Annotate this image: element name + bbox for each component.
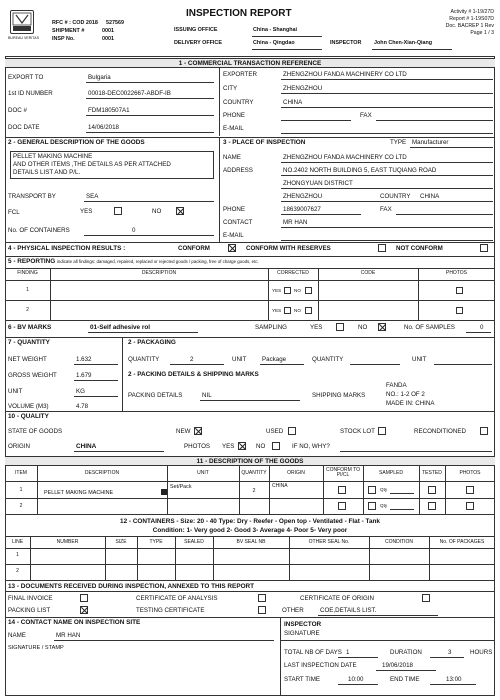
reconditioned-checkbox[interactable] [480, 427, 488, 435]
s12-row-2-line: 2 [16, 568, 19, 574]
s11-col-photos: PHOTOS [459, 470, 481, 476]
inspector-signature-area[interactable] [282, 641, 492, 649]
s5-col-description: DESCRIPTION [141, 270, 177, 276]
quality-photos-label: PHOTOS [184, 443, 211, 450]
sampling-label: SAMPLING [255, 324, 287, 331]
s14-header: 14 - CONTACT NAME ON INSPECTION SITE [8, 619, 141, 626]
place-address-line-2: ZHONGYUAN DISTRICT [283, 180, 353, 187]
s11-row-2-conform-checkbox[interactable] [338, 502, 346, 510]
doc-date-value: 14/06/2018 [88, 124, 119, 131]
s11-row-1-sampled-checkbox[interactable] [368, 486, 376, 494]
quality-photos-yes-checkbox[interactable] [238, 442, 246, 450]
s5-row-2-no-checkbox[interactable] [305, 307, 312, 314]
total-days-value: 1 [346, 649, 350, 656]
site-contact-name-value: MR HAN [56, 632, 81, 639]
other-docs-label: OTHER [282, 607, 304, 614]
stock-lot-label: STOCK LOT [340, 428, 375, 435]
s11-col-description: DESCRIPTION [84, 470, 120, 476]
packing-list-label: PACKING LIST [8, 607, 51, 614]
export-to-label: EXPORT TO [8, 74, 44, 81]
goods-line-1: PELLET MAKING MACHINE [13, 153, 93, 160]
s11-row-1-qty-label: Qty [380, 487, 388, 492]
s7-header: 7 - QUANTITY [8, 339, 50, 346]
place-phone-label: PHONE [223, 206, 246, 213]
sampling-yes-checkbox[interactable] [336, 323, 344, 331]
state-goods-label: STATE OF GOODS [8, 428, 63, 435]
pkg-quantity-value: 2 [190, 356, 194, 363]
s13-header: 13 - DOCUMENTS RECEIVED DURING INSPECTION, ANNEXED TO THIS REPORT [8, 583, 255, 590]
testing-cert-checkbox[interactable] [258, 606, 266, 614]
s11-row-1-description: PELLET MAKING MACHINE [44, 490, 114, 496]
pkg-unit-label: UNIT [232, 356, 247, 363]
exporter-phone-label: PHONE [223, 112, 246, 119]
page-number: Page 1 / 3 [470, 30, 494, 36]
report-title: INSPECTION REPORT [186, 8, 292, 19]
s5-header: 5 - REPORTING [8, 258, 56, 265]
s10-header: 10 - QUALITY [8, 413, 49, 420]
other-docs-value: COE,DETAILS LIST. [320, 607, 377, 614]
fcl-yes-checkbox[interactable] [114, 207, 122, 215]
s5-subtitle: indicate all findings: damaged, repaired, replaced or rejected goods / packing, free of charge goods, etc. [56, 259, 259, 264]
samples-value: 0 [480, 324, 484, 331]
s12-col-bv-seal: BV SEAL NB [236, 539, 266, 545]
last-inspection-date-value: 19/06/2018 [382, 662, 413, 669]
quality-photos-no-label: NO [256, 443, 266, 450]
last-inspection-date-label: LAST INSPECTION DATE [284, 662, 357, 669]
new-label: NEW [176, 428, 191, 435]
volume-value: 4.78 [76, 403, 89, 410]
exporter-country-label: COUNTRY [223, 99, 254, 106]
not-conform-checkbox[interactable] [480, 244, 488, 252]
s2-header: 2 - GENERAL DESCRIPTION OF THE GOODS [8, 139, 145, 146]
place-fax-label: FAX [380, 206, 392, 213]
cert-origin-checkbox[interactable] [422, 594, 430, 602]
samples-label: No. OF SAMPLES [404, 324, 455, 331]
exporter-city-value: ZHENGZHOU [283, 85, 323, 92]
s5-row-2-photo-checkbox[interactable] [456, 307, 463, 314]
duration-label: DURATION [390, 649, 422, 656]
insp-label: INSP No. [52, 36, 75, 42]
transport-value: SEA [86, 193, 99, 200]
logo-emblem-icon [11, 11, 33, 33]
duration-hours-label: HOURS [470, 649, 493, 656]
s12-col-type: TYPE [149, 539, 163, 545]
cert-analysis-label: CERTIFICATE OF ANALYSIS [136, 595, 218, 602]
pkg-unit-value: Package [262, 356, 287, 363]
packing-details-value: NIL [202, 392, 212, 399]
gross-weight-value: 1.679 [76, 372, 92, 379]
exporter-value: ZHENGZHOU FANDA MACHINERY CO LTD [283, 71, 407, 78]
inspector-signature-label: SIGNATURE [284, 630, 320, 637]
s11-row-1-conform-checkbox[interactable] [338, 486, 346, 494]
packing-list-checkbox[interactable] [80, 606, 88, 614]
pkg-unit2-label: UNIT [412, 356, 427, 363]
doc-value: FDM180507A1 [88, 107, 130, 114]
s5-row-2-yes: YES [272, 308, 282, 313]
s5-row-2-num: 2 [26, 307, 29, 313]
reconditioned-label: RECONDITIONED [414, 428, 466, 435]
s12-col-other-seal: OTHER SEAL No. [308, 539, 350, 545]
s11-row-1-unit: Set/Pack [170, 484, 192, 490]
place-type-label: TYPE [390, 139, 407, 146]
s5-col-photos: PHOTOS [445, 270, 468, 276]
s12-col-packages: No. OF PACKAGES [439, 539, 485, 545]
start-time-label: START TIME [284, 676, 320, 683]
s11-col-unit: UNIT [197, 470, 209, 476]
bureau-veritas-logo [10, 10, 34, 34]
place-country-value: CHINA [420, 193, 440, 200]
s11-row-1-item: 1 [19, 487, 23, 493]
s5-row-1-num: 1 [26, 287, 29, 293]
report-no: Report # 1-19S07D [449, 16, 494, 22]
delivery-office-label: DELIVERY OFFICE [174, 40, 222, 46]
goods-line-3: DETAILS LIST AND P/L. [13, 169, 81, 176]
s11-row-1-quantity: 2 [252, 488, 256, 494]
doc-label: DOC # [8, 107, 27, 114]
shipping-marks-label: SHIPPING MARKS [312, 392, 366, 399]
activity-no: Activity # 1-19/27D [450, 9, 494, 15]
s5-col-corrected: CORRECTED [277, 270, 309, 276]
transport-label: TRANSPORT BY [8, 193, 56, 200]
packing-details-header: 2 - PACKING DETAILS & SHIPPING MARKS [128, 371, 259, 378]
exporter-fax-label: FAX [360, 112, 372, 119]
conform-reserves-label: CONFORM WITH RESERVES [246, 245, 331, 252]
origin-value: CHINA [76, 443, 97, 450]
s5-header-row [8, 258, 259, 266]
id-number-label: 1st ID NUMBER [8, 90, 53, 97]
final-invoice-label: FINAL INVOICE [8, 595, 53, 602]
place-address-label: ADDRESS [223, 167, 253, 174]
duration-value: 3 [448, 649, 452, 656]
s11-header: 11 - DESCRIPTION OF THE GOODS [5, 456, 495, 466]
containers-value: 0 [132, 227, 136, 234]
exporter-city-label: CITY [223, 85, 238, 92]
total-days-label: TOTAL NB OF DAYS [284, 649, 342, 656]
conform-reserves-checkbox[interactable] [378, 244, 386, 252]
doc-date-label: DOC DATE [8, 124, 40, 131]
place-name-value: ZHENGZHOU FANDA MACHINERY CO LTD [283, 154, 407, 161]
s3-header: 3 - PLACE OF INSPECTION [223, 139, 306, 146]
pkg-quantity2-label: QUANTITY [312, 356, 344, 363]
s11-row-2-tested-checkbox[interactable] [428, 502, 436, 510]
fcl-label: FCL [8, 209, 20, 216]
place-type-value: Manufacturer [412, 139, 449, 146]
exporter-email-label: E-MAIL [223, 125, 244, 132]
delivery-office-value: China - Qingdao [253, 40, 295, 46]
s5-row-1-yes: YES [272, 288, 282, 293]
id-number-value: 00018-DEC0022667-ABDF-IB [88, 90, 171, 97]
s12-row-1-line: 1 [16, 552, 19, 558]
net-weight-value: 1.632 [76, 356, 92, 363]
stock-lot-checkbox[interactable] [378, 427, 386, 435]
shipping-marks-line-1: FANDA [386, 382, 407, 389]
s11-col-conform: CONFORM TO PI/CL [326, 467, 360, 479]
issuing-office-value: China - Shanghai [253, 27, 298, 33]
s5-row-1-yes-checkbox[interactable] [284, 287, 291, 294]
inspector-sign-header: INSPECTOR [284, 621, 322, 628]
site-signature-label: SIGNATURE / STAMP [8, 645, 64, 651]
volume-label: VOLUME (M3) [8, 403, 49, 410]
s11-row-1-photo-checkbox[interactable] [466, 486, 474, 494]
s11-col-item: ITEM [15, 470, 27, 476]
s5-row-2-yes-checkbox[interactable] [284, 307, 291, 314]
packing-details-label: PACKING DETAILS [128, 392, 183, 399]
fcl-yes-label: YES [80, 208, 93, 215]
s12-col-line: LINE [11, 539, 24, 545]
s12-col-sealed: SEALED [184, 539, 204, 545]
bv-marks-value: 01-Self adhesive rol [90, 324, 151, 331]
s5-row-1-photo-checkbox[interactable] [456, 287, 463, 294]
s5-row-1-no: NO [294, 288, 301, 293]
quality-photos-no-checkbox[interactable] [272, 442, 280, 450]
place-contact-value: MR HAN [283, 219, 308, 226]
conform-checkbox[interactable] [228, 244, 236, 252]
place-name-label: NAME [223, 154, 241, 161]
rfc-value: 527569 [106, 20, 124, 26]
origin-label: ORIGIN [8, 443, 31, 450]
s11-row-2-qty-label: Qty [380, 503, 388, 508]
end-time-label: END TIME [390, 676, 420, 683]
s4-header: 4 - PHYSICAL INSPECTION RESULTS : [8, 245, 126, 252]
shipping-marks-line-2: NO.: 1-2 OF 2 [386, 391, 425, 398]
s11-col-quantity: QUANTITY [241, 470, 267, 476]
s12-col-size: SIZE [115, 539, 127, 545]
s5-row-1-no-checkbox[interactable] [305, 287, 312, 294]
s12-col-number: NUMBER [56, 539, 79, 545]
shipment-label: SHIPMENT # [52, 28, 85, 34]
insp-value: 0001 [102, 36, 114, 42]
place-address-line-3: ZHENGZHOU [283, 193, 323, 200]
site-contact-name-label: NAME [8, 632, 26, 639]
logo-text: BUREAU VERITAS [8, 36, 40, 40]
inspector-value: John Chen-Xian-Qiang [374, 40, 433, 46]
s5-row-2-no: NO [294, 308, 301, 313]
sampling-yes-label: YES [310, 324, 323, 331]
s11-row-1-origin: CHINA [272, 483, 288, 489]
exporter-label: EXPORTER [223, 71, 257, 78]
weight-unit-label: UNIT [8, 388, 23, 395]
gross-weight-label: GROSS WEIGHT [8, 372, 57, 379]
s11-row-2-photo-checkbox[interactable] [466, 502, 474, 510]
scroll-marker-icon [161, 489, 167, 495]
not-conform-label: NOT CONFORM [396, 245, 443, 252]
s5-col-finding: FINDING [17, 270, 38, 276]
shipping-marks-line-3: MADE IN: CHINA [386, 400, 435, 407]
place-country-label: COUNTRY [380, 193, 411, 200]
sampling-no-checkbox[interactable] [378, 323, 386, 331]
cert-analysis-checkbox[interactable] [258, 594, 266, 602]
s5-col-code: CODE [360, 270, 376, 276]
if-no-why-label: IF NO, WHY? [292, 443, 330, 450]
start-time-value: 10:00 [348, 676, 364, 683]
packaging-header: 2 - PACKAGING [128, 339, 176, 346]
sampling-no-label: NO [358, 324, 368, 331]
s11-col-sampled: SAMPLED [379, 470, 403, 476]
s1-header: 1 - COMMERCIAL TRANSACTION REFERENCE [5, 58, 495, 68]
place-contact-label: CONTACT [223, 219, 253, 226]
export-to-value: Bulgaria [88, 74, 111, 81]
fcl-no-label: NO [152, 208, 162, 215]
end-time-value: 13:00 [446, 676, 462, 683]
issuing-office-label: ISSUING OFFICE [174, 27, 218, 33]
fcl-no-checkbox[interactable] [176, 207, 184, 215]
final-invoice-checkbox[interactable] [80, 594, 88, 602]
site-signature-area[interactable] [10, 654, 274, 692]
containers-label: No. OF CONTAINERS [8, 227, 70, 234]
place-email-label: E-MAIL [223, 232, 244, 239]
rfc-label: RFC # : COD 2018 [52, 20, 98, 26]
s11-row-1-tested-checkbox[interactable] [428, 486, 436, 494]
s11-row-2-item: 2 [19, 503, 23, 509]
s11-col-tested: TESTED [422, 470, 442, 476]
place-phone-value: 18639007627 [283, 206, 321, 213]
s12-condition: Condition: 1- Very good 2- Good 3- Average 4- Poor 5- Very poor [152, 527, 348, 534]
exporter-country-value: CHINA [283, 99, 303, 106]
conform-label: CONFORM [178, 245, 210, 252]
inspector-label: INSPECTOR [330, 40, 362, 46]
net-weight-label: NET WEIGHT [8, 356, 47, 363]
s11-col-origin: ORIGIN [287, 470, 305, 476]
used-checkbox[interactable] [288, 427, 296, 435]
weight-unit-value: KG [76, 388, 85, 395]
s12-col-condition: CONDITION [384, 539, 414, 545]
testing-cert-label: TESTING CERTIFICATE [136, 607, 205, 614]
new-checkbox[interactable] [194, 427, 202, 435]
s11-row-2-sampled-checkbox[interactable] [368, 502, 376, 510]
shipment-value: 0001 [102, 28, 114, 34]
s12-header: 12 - CONTAINERS - Size: 20 - 40 Type: Dry - Reefer - Open top - Ventilated - Flat - Tank [120, 518, 380, 525]
goods-line-2: AND OTHER ITEMS ,THE DETAILS AS PER ATTACHED [13, 161, 171, 168]
s6-header: 6 - BV MARKS [8, 324, 52, 331]
place-address-line-1: NO.2402 NORTH BUILDING 5, EAST TUQIANG ROAD [283, 167, 437, 174]
pkg-quantity-label: QUANTITY [128, 356, 160, 363]
cert-origin-label: CERTIFICATE OF ORIGIN [300, 595, 375, 602]
quality-photos-yes-label: YES [222, 443, 235, 450]
doc-rev: Doc. BACREP 1 Rev [445, 23, 494, 29]
used-label: USED [266, 428, 284, 435]
